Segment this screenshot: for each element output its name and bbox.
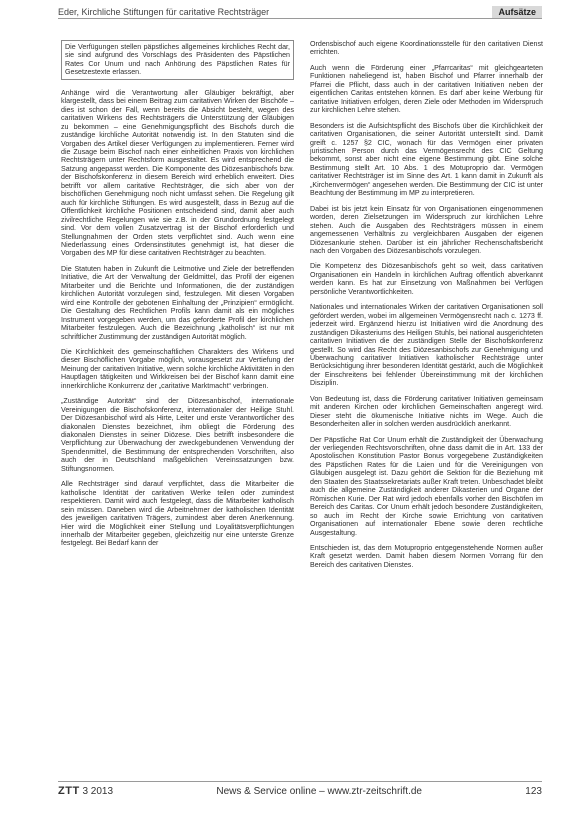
boxed-paragraph: Die Verfügungen stellen päpstliches allgemeines kirchliches Recht dar, sie sind aufgrund des Vorschlags des Präsidenten des Päpstlichen Rates Cor Unum und nach Anhörung des Päpstlichen Rates für Gesetzestexte erlassen.: [61, 40, 294, 80]
paragraph: Dabei ist bis jetzt kein Einsatz für von Organisationen eingenommenen worden, deren Zielsetzungen im Widerspruch zur kirchlichen Lehre stehen. Auch die Ausgaben des Rechtsträgers müssen in einem angemessenen Verhältnis zu vergleichbaren Ausgaben der eigenen Diözesankurie stehen. Darüber ist ein jährlicher Rechenschaftsbericht nach den Vorgaben des Diözesanbischofs vorzulegen.: [310, 204, 543, 255]
paragraph: Auch wenn die Förderung einer „Pfarrcaritas“ mit gleichgearteten Funktionen naheliegend ist, haben Bischof und Pfarrer innerhalb der Pfarrei die Pflicht, dass auch in der caritativen Initiativen neben der eigentlichen Caritas entstehen können. Es darf aber keine Werbung für caritative Initiativen erfolgen, deren Ziele oder Methoden im Widerspruch zur kirchlichen Lehre stehen.: [310, 63, 543, 115]
issue-number: 3 2013: [82, 786, 114, 797]
journal-name: ZTT: [58, 785, 80, 797]
paragraph: „Zuständige Autorität“ sind der Diözesanbischof, internationale Vereinigungen die Bischofskonferenz, internationaler der Heilige Stuhl. Der Diözesanbischof wird als Hirte, Leiter und erste Verantwortlicher des diakonalen Dienstes bezeichnet, ihm obliegt die Förderung des diakonalen Dienstes in seiner Diözese. Dies betrifft insbesondere die Verpflichtung zur Überwachung der zweckgebundenen Verwendung der Spendenmittel, die Bestimmung der entsprechenden Vorschriften, also auch der in Deutschland maßgeblichen Vereinssatzungen bzw. Stiftungsnormen.: [61, 397, 294, 473]
footer-website: News & Service online – www.ztr-zeitschrift.de: [216, 785, 422, 797]
paragraph: Der Päpstliche Rat Cor Unum erhält die Zuständigkeit der Überwachung der verliegenden Rechtsvorschriften, ohne dass damit die in Art. 133 der Apostolischen Konstitution Pastor Bonus vorgegebene Zuständigkeiten des Päpstlichen Rates für die Laien und für die Vereinigungen von Gläubigen ausgelegt ist. Dazu gehört die Sektion für die Beziehung mit den Staaten des Staatssekretariats außer Kraft treten. Unbeschadet bleibt auch die allgemeine Zuständigkeit anderer Dikasterien und Organe der Römischen Kurie. Der Rat wird jedoch ebenfalls vorher den Bischöfen im Bereich des Caritas. Cor Unum erhält jedoch besondere Zuständigkeiten, so auch im Recht der Kirche sowie Errichtung von caritativen Organisationen auf internationaler Ebene sowie deren rechtliche Ausgestaltung.: [310, 435, 543, 537]
section-label: Aufsätze: [492, 6, 542, 18]
running-header: [58, 5, 542, 19]
header-title: Eder, Kirchliche Stiftungen für caritative Rechtsträger: [58, 6, 270, 17]
paragraph: Die Kirchlichkeit des gemeinschaftlichen Charakters des Wirkens und dieser Bischöflichen Vorgabe möglich, vorausgesetzt zur Vertiefung der Meinung der caritativen Initiative, wenn solche kirchliche Aktivitäten in den Hauptlagen tätigkeiten und Wirkkreisen bei der Bischof kann damit eine innerkirchliche Konkurrenz der „caritative Marktmacht“ verbringen.: [61, 347, 294, 390]
page-number: 123: [525, 785, 542, 797]
page-footer: [58, 781, 542, 797]
right-column: [310, 40, 543, 576]
paragraph: Anhänge wird die Verantwortung aller Gläubiger bekräftigt, aber klargestellt, dass bei einem Beitrag zum caritativen Wirken der Bischöfe – dies ist schon der Fall, wenn bereits die Absicht besteht, wegen des caritativen Wirkens des Rechtsträgers die Unterstützung der Gläubigen zu bekommen – eine Genehmigungspflicht des Bischofs durch die zuständige kirchliche Autorität notwendig ist. In den Statuten sind die Vorgaben des Artikel dieser Verfügungen zu implementieren. Ferner wird die Zusage beim Bischof nach einer einheitlichen Praxis von kirchlichen Rechtsträgern unter Rechtsform ausgestaltet. Es wird entsprechend die Satzung angepasst werden. Die Komponente des Diözesanbischofs bzw. der Bischofskonferenz in diesem Bereich wird erheblich erweitert. Dies betrifft vor allem caritative Rechtsträger, die sich aber von der bischöflichen Genehmigung noch nicht umfasst sehen. Die Regelung gilt auch für kirchliche Stiftungen. Es wird ausgestellt, dass in Bezug auf die Offentlichkeit kirchliche Positionen entscheidend sind, damit aber auch zivilrechtliche Regelungen wie sie z.B. in der Grundordnung festgelegt sind. Vor dem vollen Zusatzvertrag ist der Bischof erforderlich und Stellungnahmen der Orden stets verpflichtet sind. Auch wenn eine Niederlassung eines Ordensinstitutes genehmigt ist, hat dieser die Vorgaben des MP für diese caritativen Rechtsträger zu beachten.: [61, 88, 294, 258]
paragraph: Ordensbischof auch eigene Koordinationsstelle für den caritativen Dienst errichten.: [310, 40, 543, 57]
paragraph: Nationales und internationales Wirken der caritativen Organisationen soll gefördert werden, wobei im allgemeinen Vermögensrecht nach c. 1273 ff. jederzeit wird. Ergänzend hierzu ist Initiativen wird die Anordnung des zuständigen Dikasteriums des Heiligen Stuhls, bei national ausgerichteten caritativen Initiativen die der zuständigen Stelle der Bischofskonferenz gestellt. So wird das Recht des Diözesanbischofs zur Genehmigung und Überwachung caritativer Initiativen katholischer Rechtsträge unter Berücksichtigung ihrer besonderen Identität gestärkt, auch die Möglichkeit der Einschreitens bei fehlender Übereinstimmung mit der kirchlichen Disziplin.: [310, 303, 543, 388]
journal-issue: [58, 785, 113, 797]
paragraph: Die Statuten haben in Zukunft die Leitmotive und Ziele der betreffenden Initiative, die Art der Verwaltung der Geldmittel, das Profil der eigenen Mitarbeiter und die Berichte und Informationen, die der zuständigen kirchlichen Autorität vorzulegen sind, festzulegen. Mit diesen Vorgaben wird eine Kontrolle der gebotenen Einhaltung der „Prinzipien“ ermöglicht. Die Gestaltung des Rechtlichen Profils kann damit als ein mögliches Instrument vorgegeben werden, um das geforderte Profil der kirchlichen Mitarbeiter festzulegen. Auch die Bezeichnung „katholisch“ ist nur mit schriftlicher Zustimmung der zuständigen Autorität möglich.: [61, 264, 294, 341]
paragraph: Die Kompetenz des Diözesanbischofs geht so weit, dass caritativen Organisationen ein Handeln in kirchlichen Auftrag offentlich abverkannt werden kann. Es hat zur Einsetzung von Maßnahmen bei Verfügen persönliche Verantwortlichkeiten.: [310, 262, 543, 296]
left-column: [61, 40, 294, 555]
paragraph: Alle Rechtsträger sind darauf verpflichtet, dass die Mitarbeiter die katholische Identität der caritativen Werke teilen oder zumindest respektieren. Damit wird auch festgelegt, dass die Mitarbeiter katholisch sein müssen. Daneben wird die Arbeitnehmer der katholischen Identität des jeweiligen caritativen Trägers, zumindest aber deren Anerkennung. Hier wird die Möglichkeit einer Stellung und Loyalitätsverpflichtungen innerhalb der Mitarbeiter gegeben, gleichzeitig nur eine unterste Grenze festgelegt. Bei Bedarf kann der: [61, 480, 294, 548]
paragraph: Besonders ist die Aufsichtspflicht des Bischofs über die Kirchlichkeit der caritativen Organisationen, die seiner Autorität unterstellt sind. Damit greift c. 1257 §2 CIC, wonach für das Vermögen einer privaten juristischen Person durch das Vermögensrecht des CIC Geltung bekommt, sonst aber nicht eine eigene Bestimmung gibt. Eine solche Bestimmung stellt Art. 10 Abs. 1 des Motuproprio dar. Vermögen caritativer Rechtsträger ist im Sinne des Art. 1 kann damit in Zukunft als „Kirchenvermögen“ angesehen werden. Die Bestimmung der CIC ist unter Beachtung der Bestimmung im MP zu interpretieren.: [310, 121, 543, 198]
paragraph: Entschieden ist, das dem Motuproprio entgegenstehende Normen außer Kraft gesetzt werden. Damit haben diesem Normen Vorrang für den Bereich des caritativen Dienstes.: [310, 544, 543, 569]
paragraph: Von Bedeutung ist, dass die Förderung caritativer Initiativen gemeinsam mit anderen Kirchen oder kirchlichen Gemeinschaften angeregt wird. Dieser steht die ökumenische Initiative nichts im Wege. Auch die Besonderheiten aller in solchen werden ausdrücklich anerkannt.: [310, 394, 543, 429]
